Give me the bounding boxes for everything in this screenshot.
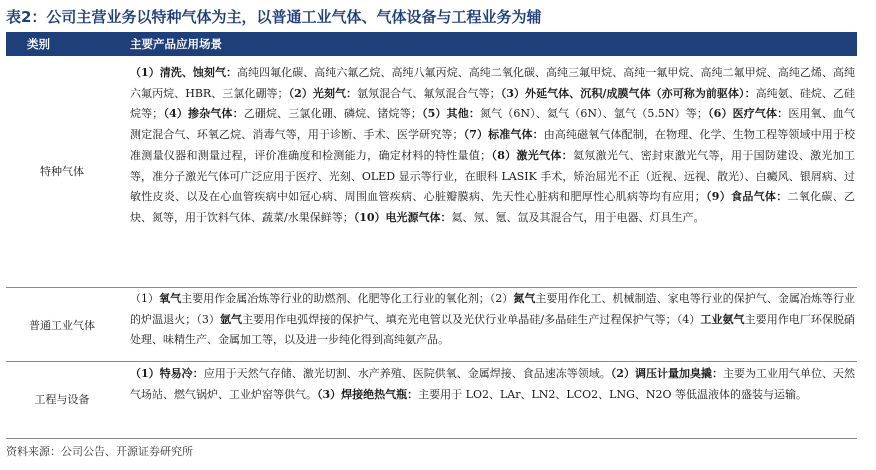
row-category: 特种气体 [40, 165, 84, 178]
source-note: 资料来源：公司公告、开源证券研究所 [6, 445, 193, 458]
table-row-special-gases [6, 61, 857, 287]
row-divider [6, 287, 857, 288]
text-segment: 主要用于 LO2、LAr、LN2、LCO2、LNG、N2O 等低温液体的盛装与运输。 [418, 387, 808, 401]
text-segment: 乙硼烷、三氯化硼、磷烷、锗烷等； [243, 107, 422, 121]
text-segment: 主要用作电厂环保脱硝处理、味精生产、金属加工等，以及进一步纯化得到高纯氨产品。 [130, 312, 856, 347]
text-segment: 主要用作化工、机械制造、家电等行业的保护气、金属冶炼等行业的炉温退火；（3） [130, 292, 856, 326]
row-divider [6, 361, 857, 362]
row-category: 普通工业气体 [29, 319, 95, 332]
bold-segment: 工业氨气 [700, 312, 745, 326]
text-segment: 主要用作电弧焊接的保护气、填充光电管以及光伏行业单晶硅/多晶硅生产过程保护气等；（4） [242, 312, 701, 326]
bold-segment: （2）调压计量加臭撬： [610, 367, 723, 380]
table-title: 表2：公司主营业务以特种气体为主，以普通工业气体、气体设备与工程业务为辅 [6, 8, 542, 26]
bold-segment: （7）标准气体： [463, 128, 544, 142]
row-content [130, 63, 855, 229]
text-segment: 高纯四氟化碳、高纯六氟乙烷、高纯八氟丙烷、高纯二氧化碳、高纯三氟甲烷、高纯一氟甲烷、高纯二氟甲烷、高纯乙烯、高纯六氟丙烷、HBR、三氯化硼等； [130, 66, 855, 100]
bold-segment: （5）其他： [421, 107, 480, 121]
text-segment: 主要为工业用气单位、天然气场站、燃气锅炉、工业炉窑等供气。 [130, 367, 856, 401]
text-segment: 氩氖混合气、氟氖混合气等； [357, 86, 501, 100]
text-segment: 氮气（6N）、氦气（6N）、氩气（5.5N）等； [479, 107, 708, 121]
text-segment: 氦、氖、氪、氙及其混合气，用于电器、灯具生产。 [451, 210, 705, 224]
bold-segment: 氧气 [159, 292, 182, 305]
bold-segment: （3）外延气体、沉积/成膜气体（亦可称为前驱体）： [500, 86, 756, 100]
header-category: 类别 [27, 37, 50, 51]
bold-segment: 氩气 [219, 312, 243, 326]
table-row-industrial-gases [6, 289, 857, 360]
text-segment: 二氧化碳、乙炔、氮等，用于饮料气体、蔬菜/水果保鲜等； [130, 190, 856, 224]
row-content [130, 289, 855, 351]
row-content [130, 364, 855, 405]
bold-segment: （1）清洗、蚀刻气： [130, 66, 238, 79]
text-segment: 高纯氨、硅烷、乙硅烷等； [130, 86, 856, 121]
header-applications: 主要产品应用场景 [130, 37, 222, 51]
bold-segment: （6）医疗气体： [707, 107, 789, 121]
text-segment: 医用氧、血气测定混合气、环氧乙烷、消毒气等，用于诊断、手术、医学研究等； [130, 107, 856, 142]
bold-segment: 氮气 [513, 292, 536, 305]
table-bottom-border [6, 438, 857, 439]
row-category: 工程与设备 [34, 393, 90, 406]
text-segment: 主要用作金属冶炼等行业的助燃剂、化肥等化工行业的氧化剂；（2） [181, 292, 514, 305]
bold-segment: （9）食品气体： [705, 190, 788, 204]
table-header [6, 32, 857, 56]
bold-segment: （8）激光气体： [491, 148, 573, 162]
text-segment: 由高纯磁氧气体配制，在物理、化学、生物工程等领域中用于校准测量仪器和测量过程，评价准确度和检测能力，确定材料的特性量值； [130, 128, 856, 162]
table-row-engineering [6, 363, 857, 437]
text-segment: 氦氖激光气、密封束激光气等，用于国防建设、激光加工等，准分子激光气体可广泛应用于医疗、光刻、OLED 显示等行业，在眼科 LASIK 手术，矫治屈光不正（近视、远视、散光）、白癜风、银屑病、过敏性皮炎、以及在心血管疾病中如冠心病、周围血管疾病、心脏瓣膜病、先天性心脏病和肥厚性心肌病等均有应用； [130, 148, 856, 204]
text-segment: （1） [130, 292, 160, 305]
bold-segment: （2）光刻气： [288, 86, 358, 100]
bold-segment: （3）焊接绝热气瓶： [317, 387, 419, 401]
bold-segment: （1）特易冷： [130, 367, 204, 380]
bold-segment: （10）电光源气体： [353, 210, 452, 224]
bold-segment: （4）掺杂气体： [163, 107, 244, 121]
text-segment: 应用于天然气存储、激光切割、水产养殖、医院供氧、金属焊接、食品速冻等领域。 [203, 367, 611, 380]
